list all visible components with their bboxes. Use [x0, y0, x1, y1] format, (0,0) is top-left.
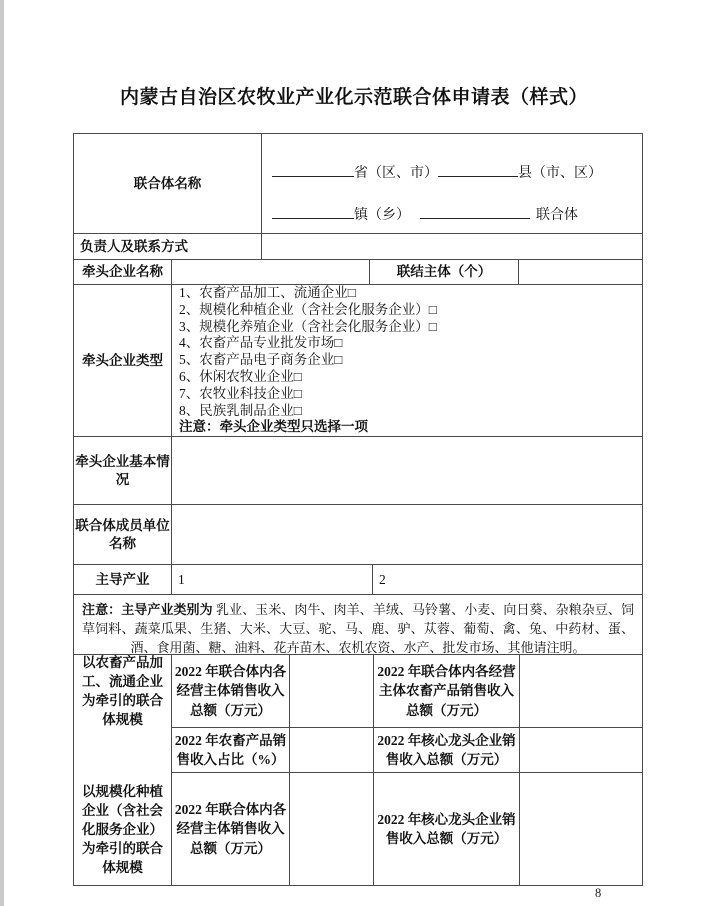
consortium-segment: 联合体 — [536, 208, 578, 223]
row-contact — [74, 233, 642, 259]
scale2-label: 以规模化种植企业（含社会化服务企业）为牵引的联合体规模 — [82, 783, 163, 875]
scale1-r1-right-field[interactable] — [519, 655, 642, 727]
type-option-6[interactable]: 6、休闲农牧业企业□ — [179, 368, 302, 384]
page-edge-strip — [0, 0, 4, 906]
scale1-r1-left-field[interactable] — [289, 655, 373, 727]
row-scale2 — [74, 772, 642, 885]
type-option-1[interactable]: 1、农畜产品加工、流通企业□ — [179, 285, 356, 300]
row-member-units — [74, 504, 642, 564]
leading-industry-field-1[interactable]: 1 — [171, 565, 372, 594]
lead-enterprise-basic-field[interactable] — [171, 437, 642, 504]
consortium-name-label: 联合体名称 — [133, 175, 202, 191]
page-title: 内蒙古自治区农牧业产业化示范联合体申请表（样式） — [119, 87, 588, 108]
scale2-r1-left-field[interactable] — [289, 773, 373, 885]
row-lead-enterprise-basic — [74, 436, 642, 504]
row-industry-note — [74, 594, 642, 654]
scale1-r1-right-label: 2022 年联合体内各经营主体农畜产品销售收入总额（万元） — [373, 655, 519, 727]
lead-enterprise-name-label: 牵头企业名称 — [82, 264, 163, 279]
row-leading-industry — [74, 564, 642, 594]
industry-note-body: 乳业、玉米、肉牛、肉羊、羊绒、马铃薯、小麦、向日葵、杂粮杂豆、饲草饲料、蔬菜瓜果、生猪、大米、大豆、驼、马、鹿、驴、苁蓉、葡萄、禽、兔、中药材、蛋、酒、食用菌、糖、油料、花卉苗木、农机农资、水产、批发市场、其他请注明。 — [82, 602, 634, 654]
province-blank-field[interactable] — [272, 162, 354, 177]
scale1-label: 以农畜产品加工、流通企业为牵引的联合体规模 — [82, 655, 163, 727]
scale1-r2-left-label: 2022 年农畜产品销售收入占比（%） — [171, 728, 289, 772]
consortium-name-input-area[interactable] — [261, 134, 642, 233]
province-segment: 省（区、市） — [354, 166, 438, 181]
contact-label: 负责人及联系方式 — [80, 238, 188, 254]
page-number: 8 — [595, 886, 602, 900]
type-option-7[interactable]: 7、农牧业科技企业□ — [179, 385, 302, 401]
scale2-r1-left-label: 2022 年联合体内各经营主体销售收入总额（万元） — [171, 773, 289, 885]
type-option-8[interactable]: 8、民族乳制品企业□ — [179, 402, 302, 418]
row-scale1-a — [74, 654, 642, 727]
row-lead-enterprise-name — [74, 259, 642, 284]
scale1-r2-right-label: 2022 年核心龙头企业销售收入总额（万元） — [373, 728, 519, 772]
type-option-3[interactable]: 3、规模化养殖企业（含社会化服务企业）□ — [179, 318, 437, 334]
county-blank-field[interactable] — [438, 162, 518, 177]
type-option-2[interactable]: 2、规模化种植企业（含社会化服务企业）□ — [179, 301, 437, 317]
lead-enterprise-type-options — [171, 285, 642, 436]
scale2-r1-right-field[interactable] — [519, 773, 642, 885]
scale1-label-continued — [74, 727, 171, 773]
contact-value-field[interactable] — [261, 234, 642, 259]
type-option-4[interactable]: 4、农畜产品专业批发市场□ — [179, 335, 343, 351]
row-lead-enterprise-type — [74, 284, 642, 436]
member-units-field[interactable] — [171, 505, 642, 564]
row-consortium-name — [74, 134, 642, 233]
scale1-r1-left-label: 2022 年联合体内各经营主体销售收入总额（万元） — [171, 655, 289, 727]
industry-note — [74, 595, 642, 654]
location-line-2 — [272, 204, 636, 225]
location-line-1 — [272, 162, 636, 183]
lead-enterprise-name-field[interactable] — [171, 260, 369, 284]
town-segment: 镇（乡） — [354, 208, 410, 223]
industry-note-prefix: 注意：主导产业类别为 — [82, 602, 213, 617]
leading-industry-label: 主导产业 — [95, 571, 150, 587]
linked-entities-label: 联结主体（个） — [369, 260, 518, 284]
type-option-5[interactable]: 5、农畜产品电子商务企业□ — [179, 352, 343, 368]
town-blank-field[interactable] — [272, 204, 354, 219]
consortium-blank-field[interactable] — [420, 204, 530, 219]
application-form-table — [73, 133, 643, 886]
scale2-r1-right-label: 2022 年核心龙头企业销售收入总额（万元） — [373, 773, 519, 885]
lead-enterprise-basic-label: 牵头企业基本情况 — [75, 453, 170, 487]
scale1-r2-right-field[interactable] — [519, 728, 642, 772]
lead-enterprise-type-label: 牵头企业类型 — [82, 352, 163, 368]
member-units-label: 联合体成员单位名称 — [75, 517, 170, 551]
linked-entities-field[interactable] — [518, 260, 642, 284]
county-segment: 县（市、区） — [518, 166, 602, 181]
row-scale1-b — [74, 727, 642, 772]
scale1-r2-left-field[interactable] — [289, 728, 373, 772]
type-selection-note: 注意：牵头企业类型只选择一项 — [179, 419, 368, 435]
leading-industry-field-2[interactable]: 2 — [372, 565, 642, 594]
